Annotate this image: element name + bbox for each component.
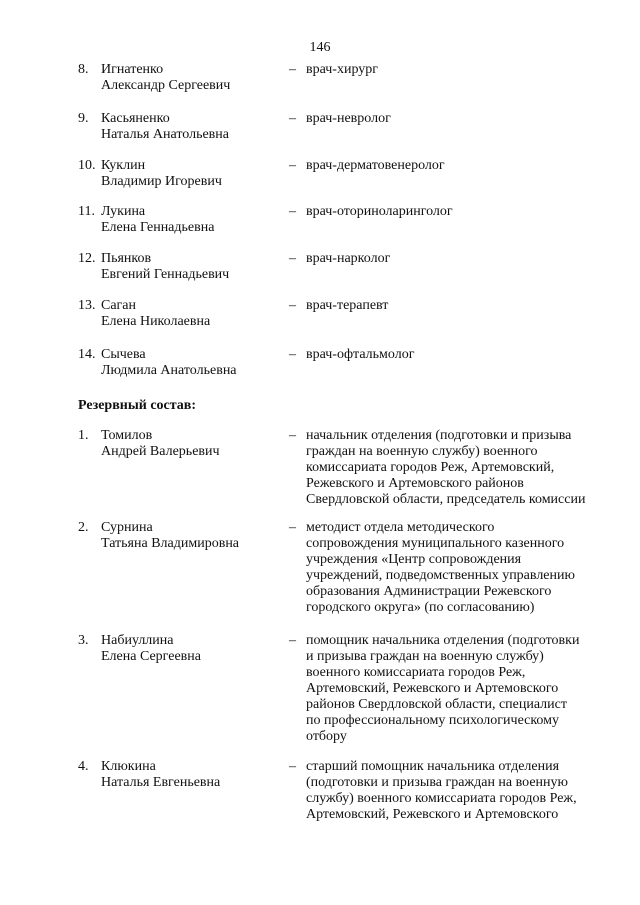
reserve-name xyxy=(101,633,281,665)
member-role: врач-нарколог xyxy=(306,251,391,266)
member-surname: Пьянков xyxy=(101,251,152,266)
member-surname: Касьяненко xyxy=(101,111,170,126)
member-surname: Куклин xyxy=(101,158,146,173)
member-role: врач-хирург xyxy=(306,62,379,77)
reserve-given-name: Наталья Евгеньевна xyxy=(101,775,221,790)
reserve-role xyxy=(306,520,621,616)
reserve-number: 1. xyxy=(78,428,89,443)
member-name xyxy=(101,204,281,236)
reserve-name xyxy=(101,520,281,552)
dash: – xyxy=(289,251,296,266)
reserve-heading: Резервный состав: xyxy=(78,398,197,413)
role-line: методист отдела методического xyxy=(306,520,495,535)
role-line: сопровождения муниципального казенного xyxy=(306,536,565,551)
member-surname: Саган xyxy=(101,298,136,313)
member-surname: Игнатенко xyxy=(101,62,164,77)
role-line: военного комиссариата городов Реж, xyxy=(306,665,526,680)
member-name xyxy=(101,298,281,330)
member-number: 11. xyxy=(78,204,95,219)
role-line: городского округа» (по согласованию) xyxy=(306,600,535,615)
role-line: Свердловской области, председатель комиссии xyxy=(306,492,586,507)
dash: – xyxy=(289,633,296,648)
role-line: образования Администрации Режевского xyxy=(306,584,552,599)
member-given-name: Евгений Геннадьевич xyxy=(101,267,230,282)
reserve-number: 3. xyxy=(78,633,89,648)
member-role: врач-невролог xyxy=(306,111,391,126)
reserve-role xyxy=(306,759,621,823)
reserve-number: 4. xyxy=(78,759,89,774)
role-line: службу) военного комиссариата городов Реж, xyxy=(306,791,577,806)
role-line: помощник начальника отделения (подготовки xyxy=(306,633,580,648)
dash: – xyxy=(289,111,296,126)
role-line: граждан на военную службу) военного xyxy=(306,444,538,459)
member-number: 8. xyxy=(78,62,89,77)
member-number: 12. xyxy=(78,251,96,266)
reserve-given-name: Татьяна Владимировна xyxy=(101,536,240,551)
role-line: Артемовский, Режевского и Артемовского xyxy=(306,681,559,696)
member-role: врач-офтальмолог xyxy=(306,347,415,362)
dash: – xyxy=(289,347,296,362)
reserve-name xyxy=(101,759,281,791)
reserve-role xyxy=(306,428,621,508)
member-name xyxy=(101,347,281,379)
role-line: учреждений, подведомственных управлению xyxy=(306,568,575,583)
role-line: старший помощник начальника отделения xyxy=(306,759,560,774)
member-name xyxy=(101,251,281,283)
role-line: и призыва граждан на военную службу) xyxy=(306,649,544,664)
role-line: учреждения «Центр сопровождения xyxy=(306,552,522,567)
page-number: 146 xyxy=(309,40,331,55)
member-name xyxy=(101,62,281,94)
member-role: врач-терапевт xyxy=(306,298,389,313)
member-given-name: Наталья Анатольевна xyxy=(101,127,230,142)
member-surname: Сычева xyxy=(101,347,146,362)
member-number: 14. xyxy=(78,347,96,362)
dash: – xyxy=(289,204,296,219)
member-given-name: Александр Сергеевич xyxy=(101,78,231,93)
member-given-name: Елена Геннадьевна xyxy=(101,220,215,235)
reserve-surname: Набиуллина xyxy=(101,633,174,648)
reserve-surname: Сурнина xyxy=(101,520,153,535)
role-line: отбору xyxy=(306,729,347,744)
dash: – xyxy=(289,62,296,77)
role-line: начальник отделения (подготовки и призыва xyxy=(306,428,572,443)
role-line: Артемовский, Режевского и Артемовского xyxy=(306,807,559,822)
reserve-name xyxy=(101,428,281,460)
member-given-name: Елена Николаевна xyxy=(101,314,211,329)
member-given-name: Владимир Игоревич xyxy=(101,174,222,189)
member-name xyxy=(101,158,281,190)
role-line: районов Свердловской области, специалист xyxy=(306,697,567,712)
role-line: комиссариата городов Реж, Артемовский, xyxy=(306,460,555,475)
member-number: 13. xyxy=(78,298,96,313)
role-line: (подготовки и призыва граждан на военную xyxy=(306,775,568,790)
member-role: врач-дерматовенеролог xyxy=(306,158,445,173)
member-number: 10. xyxy=(78,158,96,173)
member-number: 9. xyxy=(78,111,89,126)
dash: – xyxy=(289,520,296,535)
member-given-name: Людмила Анатольевна xyxy=(101,363,237,378)
member-surname: Лукина xyxy=(101,204,146,219)
reserve-number: 2. xyxy=(78,520,89,535)
member-name xyxy=(101,111,281,143)
dash: – xyxy=(289,428,296,443)
reserve-given-name: Елена Сергеевна xyxy=(101,649,201,664)
role-line: Режевского и Артемовского районов xyxy=(306,476,524,491)
reserve-surname: Томилов xyxy=(101,428,153,443)
reserve-surname: Клюкина xyxy=(101,759,156,774)
reserve-given-name: Андрей Валерьевич xyxy=(101,444,220,459)
dash: – xyxy=(289,759,296,774)
member-role: врач-оториноларинголог xyxy=(306,204,453,219)
reserve-role xyxy=(306,633,621,745)
role-line: по профессиональному психологическому xyxy=(306,713,560,728)
dash: – xyxy=(289,158,296,173)
dash: – xyxy=(289,298,296,313)
